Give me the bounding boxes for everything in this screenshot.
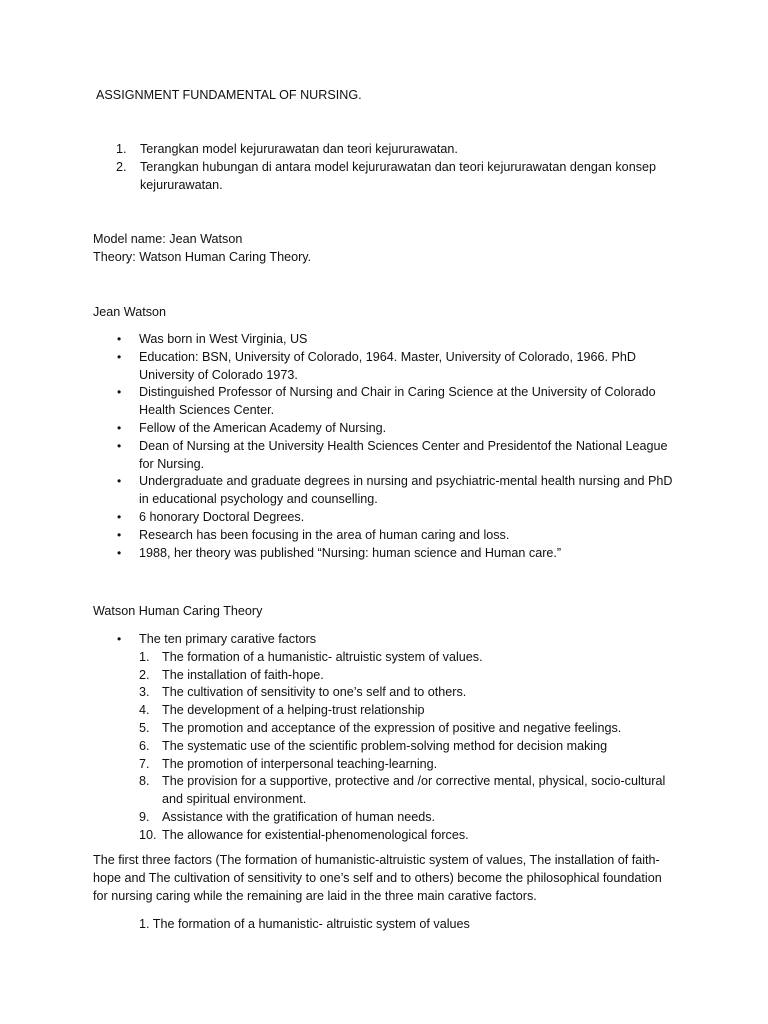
- factor-number: 4.: [139, 703, 150, 718]
- model-name-line: Model name: Jean Watson: [93, 232, 243, 246]
- bullet-icon: •: [117, 420, 122, 435]
- list-item: [116, 384, 676, 420]
- factor-item: [139, 809, 676, 827]
- question-text: Terangkan hubungan di antara model kejururawatan dan teori kejururawatan dengan konsep kejururawatan.: [140, 159, 656, 192]
- bullet-icon: •: [117, 545, 122, 560]
- list-item-text: Distinguished Professor of Nursing and Chair in Caring Science at the University of Colorado Health Sciences Center.: [139, 385, 656, 418]
- factor-text: The systematic use of the scientific problem-solving method for decision making: [162, 738, 608, 753]
- bullet-icon: •: [117, 438, 122, 453]
- factor-text: The development of a helping-trust relationship: [162, 703, 425, 718]
- list-item-text: Undergraduate and graduate degrees in nursing and psychiatric-mental health nursing and PhD in educational psychology and counselling.: [139, 474, 673, 507]
- list-item-text: Education: BSN, University of Colorado, 1964. Master, University of Colorado, 1966. PhD University of Colorado 1973.: [139, 349, 636, 382]
- factor-list: [139, 649, 676, 845]
- list-item-text: Dean of Nursing at the University Health Sciences Center and Presidentof the National League for Nursing.: [139, 438, 668, 471]
- question-text: Terangkan model kejururawatan dan teori kejururawatan.: [140, 142, 458, 156]
- factor-text: The promotion of interpersonal teaching-learning.: [162, 756, 438, 771]
- bullet-icon: •: [117, 632, 122, 646]
- list-item: [116, 331, 676, 349]
- bullet-icon: •: [117, 509, 122, 524]
- body-paragraph: The first three factors (The formation of humanistic-altruistic system of values, The installation of faith-hope and The cultivation of sensitivity to one’s self and to others) become the philosophical foundation for nursing caring while the remaining are laid in the three main carative factors.: [93, 853, 662, 903]
- factor-number: 9.: [139, 809, 150, 824]
- list-item: [116, 631, 676, 845]
- list-item: [116, 527, 676, 545]
- factor-text: The installation of faith-hope.: [162, 667, 324, 682]
- carative-intro: The ten primary carative factors: [139, 632, 317, 646]
- list-item-text: Was born in West Virginia, US: [139, 332, 308, 346]
- subsection-heading: 1. The formation of a humanistic- altruistic system of values: [139, 917, 470, 931]
- factor-number: 6.: [139, 738, 150, 753]
- factor-number: 2.: [139, 667, 150, 682]
- factor-item: [139, 649, 676, 667]
- carative-list: [116, 631, 676, 845]
- question-list: [116, 141, 676, 194]
- theory-heading: Watson Human Caring Theory: [93, 604, 263, 618]
- factor-number: 3.: [139, 685, 150, 700]
- factor-number: 1.: [139, 649, 150, 664]
- question-item: [116, 159, 676, 195]
- factor-number: 5.: [139, 720, 150, 735]
- factor-number: 8.: [139, 774, 150, 789]
- bullet-icon: •: [117, 349, 122, 364]
- list-item-text: 1988, her theory was published “Nursing: human science and Human care.”: [139, 545, 562, 560]
- list-item: [116, 420, 676, 438]
- factor-text: The cultivation of sensitivity to one’s self and to others.: [162, 685, 467, 700]
- factor-text: The formation of a humanistic- altruistic system of values.: [162, 649, 483, 664]
- bullet-icon: •: [117, 332, 122, 346]
- theory-line: Theory: Watson Human Caring Theory.: [93, 250, 312, 264]
- factor-item: [139, 738, 676, 756]
- question-number: 2.: [116, 159, 127, 174]
- factor-item: [139, 720, 676, 738]
- list-item-text: Fellow of the American Academy of Nursing.: [139, 420, 387, 435]
- factor-text: The allowance for existential-phenomenological forces.: [162, 827, 469, 842]
- question-item: [116, 141, 676, 159]
- factor-text: The promotion and acceptance of the expression of positive and negative feelings.: [162, 720, 622, 735]
- factor-item: [139, 702, 676, 720]
- bio-list: [116, 331, 676, 562]
- list-item: [116, 545, 676, 563]
- factor-text: The provision for a supportive, protective and /or corrective mental, physical, socio-cultural and spiritual environment.: [162, 774, 666, 807]
- factor-item: [139, 667, 676, 685]
- factor-item: [139, 756, 676, 774]
- factor-item: [139, 827, 676, 845]
- list-item: [116, 473, 676, 509]
- list-item-text: 6 honorary Doctoral Degrees.: [139, 509, 305, 524]
- assignment-title: ASSIGNMENT FUNDAMENTAL OF NURSING.: [96, 88, 362, 102]
- bullet-icon: •: [117, 474, 122, 489]
- bio-heading: Jean Watson: [93, 305, 167, 319]
- list-item-text: Research has been focusing in the area of human caring and loss.: [139, 527, 510, 542]
- factor-number: 7.: [139, 756, 150, 771]
- list-item: [116, 349, 676, 385]
- factor-number: 10.: [139, 827, 157, 842]
- factor-item: [139, 684, 676, 702]
- list-item: [116, 438, 676, 474]
- bullet-icon: •: [117, 385, 122, 400]
- factor-text: Assistance with the gratification of human needs.: [162, 809, 436, 824]
- factor-item: [139, 773, 676, 809]
- bullet-icon: •: [117, 527, 122, 542]
- question-number: 1.: [116, 142, 127, 156]
- list-item: [116, 509, 676, 527]
